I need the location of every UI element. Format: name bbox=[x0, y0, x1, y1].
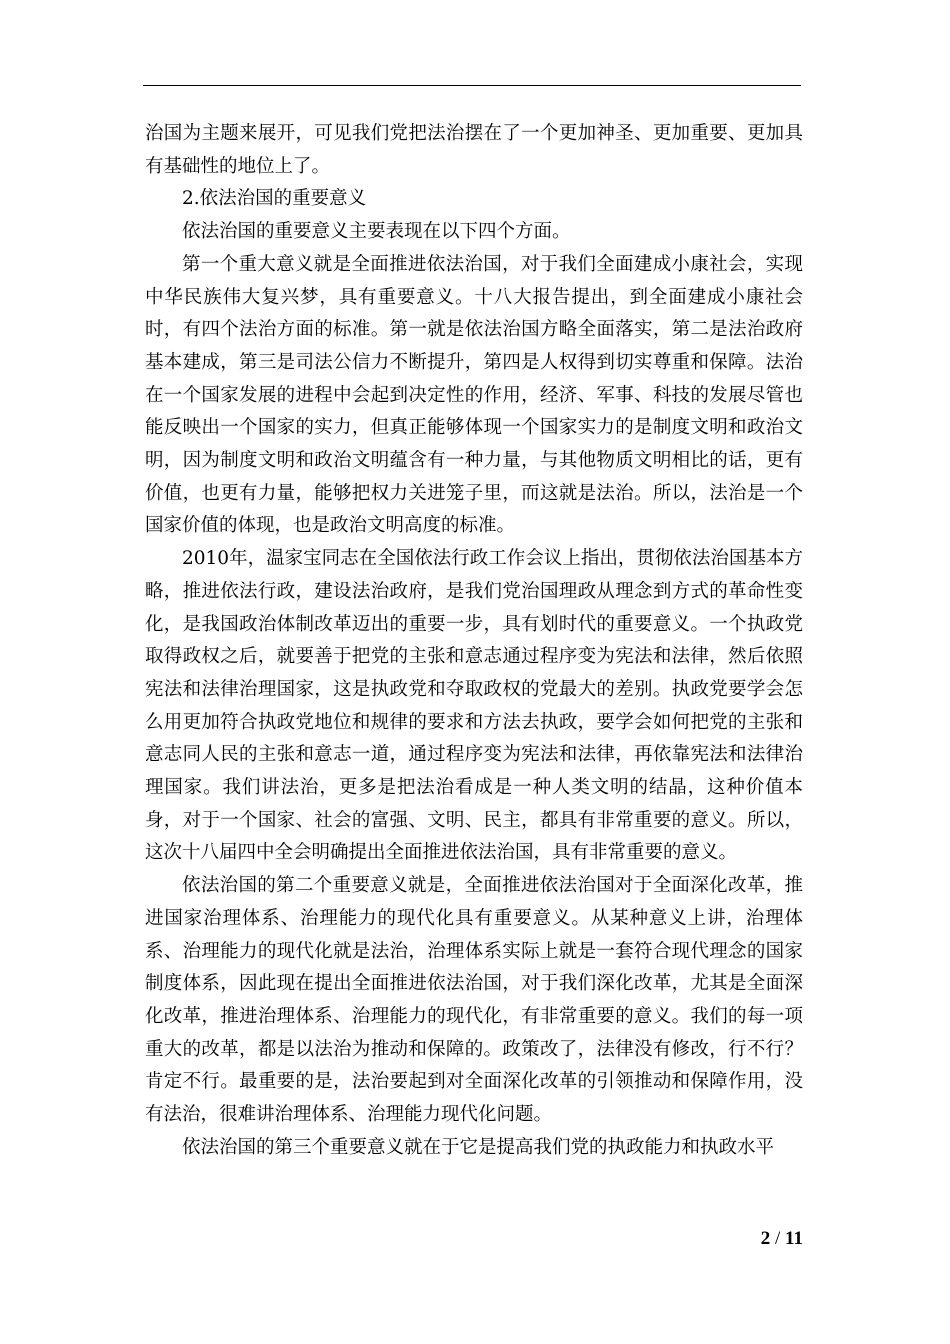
paragraph-2010: 2010年，温家宝同志在全国依法行政工作会议上指出，贯彻依法治国基本方略，推进依法行政，建设法治政府，是我们党治国理政从理念到方式的革命性变化，是我国政治体制改革迈出的重要一步，具有划时代的重要意义。一个执政党取得政权之后，就要善于把党的主张和意志通过程序变为宪法和法律，然后依照宪法和法律治理国家，这是执政党和夺取政权的党最大的差别。执政党要学会怎么用更加符合执政党地位和规律的要求和方法去执政，要学会如何把党的主张和意志同人民的主张和意志一道，通过程序变为宪法和法律，再依靠宪法和法律治理国家。我们讲法治，更多是把法治看成是一种人类文明的结晶，这种价值本身，对于一个国家、社会的富强、文明、民主，都具有非常重要的意义。所以，这次十八届四中全会明确提出全面推进依法治国，具有非常重要的意义。 bbox=[145, 548, 803, 864]
header-rule bbox=[143, 85, 801, 86]
paragraph-third-significance: 依法治国的第三个重要意义就在于它是提高我们党的执政能力和执政水平 bbox=[182, 1136, 775, 1158]
paragraph-intro: 依法治国的重要意义主要表现在以下四个方面。 bbox=[182, 221, 571, 243]
paragraph-1: 治国为主题来展开，可见我们党把法治摆在了一个更加神圣、更加重要、更加具有基础性的地位上了。 bbox=[145, 123, 803, 177]
section-heading: 2.依法治国的重要意义 bbox=[182, 188, 367, 210]
paragraph-second-significance: 依法治国的第二个重要意义就是，全面推进依法治国对于全面深化改革，推进国家治理体系、治理能力的现代化具有重要意义。从某种意义上讲，治理体系、治理能力的现代化就是法治，治理体系实际上就是一套符合现代理念的国家制度体系，因此现在提出全面推进依法治国，对于我们深化改革，尤其是全面深化改革，推进治理体系、治理能力的现代化，有非常重要的意义。我们的每一项重大的改革，都是以法治为推动和保障的。政策改了，法律没有修改，行不行？肯定不行。最重要的是，法治要起到对全面深化改革的引领推动和保障作用，没有法治，很难讲治理体系、治理能力现代化问题。 bbox=[145, 875, 803, 1126]
page-separator: / bbox=[775, 1228, 781, 1249]
current-page: 2 bbox=[760, 1228, 771, 1249]
total-pages: 11 bbox=[785, 1228, 803, 1249]
document-body bbox=[145, 118, 803, 1165]
paragraph-first-significance: 第一个重大意义就是全面推进依法治国，对于我们全面建成小康社会，实现中华民族伟大复兴梦，具有重要意义。十八大报告提出，到全面建成小康社会时，有四个法治方面的标准。第一就是依法治国方略全面落实，第二是法治政府基本建成，第三是司法公信力不断提升，第四是人权得到切实尊重和保障。法治在一个国家发展的进程中会起到决定性的作用，经济、军事、科技的发展尽管也能反映出一个国家的实力，但真正能够体现一个国家实力的是制度文明和政治文明，因为制度文明和政治文明蕴含有一种力量，与其他物质文明相比的话，更有价值，也更有力量，能够把权力关进笼子里，而这就是法治。所以，法治是一个国家价值的体现，也是政治文明高度的标准。 bbox=[145, 253, 803, 537]
page-number bbox=[761, 1228, 803, 1250]
